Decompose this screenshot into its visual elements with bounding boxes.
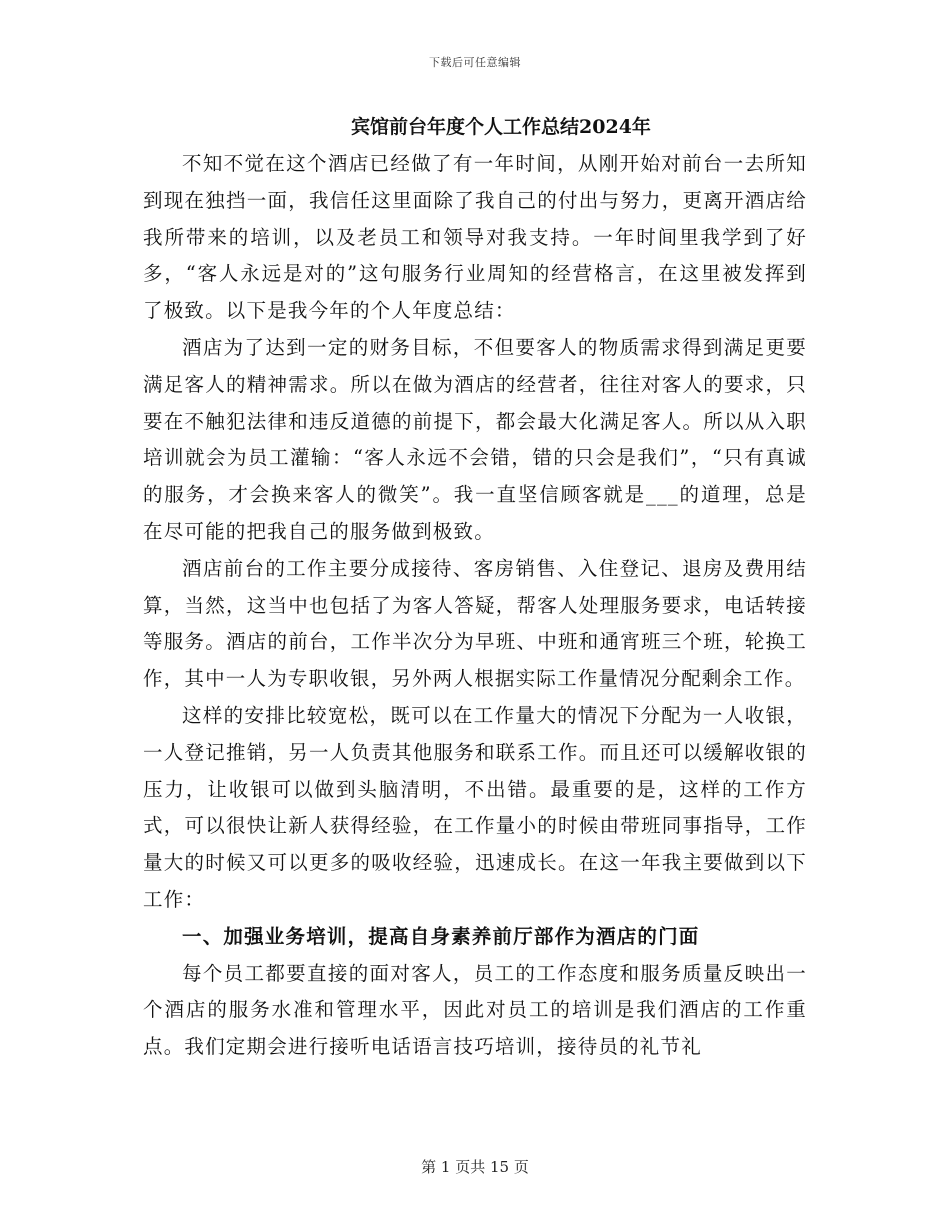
document-title: 宾馆前台年度个人工作总结2024年: [351, 116, 651, 138]
paragraph-customer-needs: 酒店为了达到一定的财务目标，不但要客人的物质需求得到满足更要满足客人的精神需求。所以在做为酒店的经营者，往往对客人的要求，只要在不触犯法律和违反道德的前提下，都会最大化满足客人。所以从入职培训就会为员工灌输：“客人永远不会错，错的只会是我们”，“只有真诚的服务，才会换来客人的微笑”。我一直坚信顾客就是___的道理，总是在尽可能的把我自己的服务做到极致。: [143, 335, 807, 543]
section-heading-training: 一、加强业务培训，提高自身素养前厅部作为酒店的门面: [182, 924, 700, 948]
paragraph-shift-arrangement: 这样的安排比较宽松，既可以在工作量大的情况下分配为一人收银，一人登记推销，另一人负责其他服务和联系工作。而且还可以缓解收银的压力，让收银可以做到头脑清明，不出错。最重要的是，这样的工作方式，可以很快让新人获得经验，在工作量小的时候由带班同事指导，工作量大的时候又可以更多的吸收经验，迅速成长。在这一年我主要做到以下工作：: [143, 703, 807, 911]
document-body: [143, 112, 807, 1066]
page-header: 下载后可任意编辑: [429, 56, 521, 69]
paragraph-training: 每个员工都要直接的面对客人，员工的工作态度和服务质量反映出一个酒店的服务水准和管理水平，因此对员工的培训是我们酒店的工作重点。我们定期会进行接听电话语言技巧培训，接待员的礼节礼: [143, 961, 807, 1059]
paragraph-intro: 不知不觉在这个酒店已经做了有一年时间，从刚开始对前台一去所知到现在独挡一面，我信任这里面除了我自己的付出与努力，更离开酒店给我所带来的培训，以及老员工和领导对我支持。一年时间里我学到了好多，“客人永远是对的”这句服务行业周知的经营格言，在这里被发挥到了极致。以下是我今年的个人年度总结：: [143, 152, 807, 323]
page-footer: 第 1 页共 15 页: [421, 1158, 529, 1176]
paragraph-front-desk-duties: 酒店前台的工作主要分成接待、客房销售、入住登记、退房及费用结算，当然，这当中也包括了为客人答疑，帮客人处理服务要求，电话转接等服务。酒店的前台，工作半次分为早班、中班和通宵班三个班，轮换工作，其中一人为专职收银，另外两人根据实际工作量情况分配剩余工作。: [143, 556, 807, 691]
